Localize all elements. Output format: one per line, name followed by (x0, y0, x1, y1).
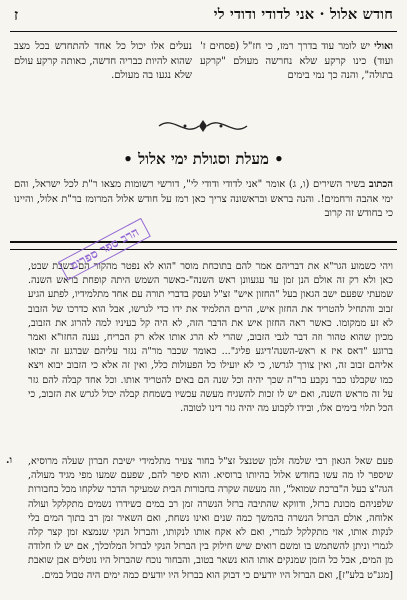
body-paragraph-1: ויהי כשמוע הגר"א את דבריהם אמר להם בתוכחת מוסר "הוא לא נפטר מהקור הם בשבת שבט, כאן ולא רק זה אולם הנן זמן עד עגעוונן ראש השנה"-כאשר השמש היתה קופחת בראש השנה. שמעתי שפעם ישב הגאון בעל "החזון איש" זצ"ל ועסק בדברי תורה עם אחד מתלמידיו, לפתע הגיע זבוב והתחיל להטריד את החזון איש, הרים התלמיד את ידו כדי לגרשו, אבל הוא כדרכו של הזבוב לא זע ממקומו. כאשר ראה החזון איש את הדבר הזה, לא היה קל בעיניו למה להרוג את הזבוב, מכיון שהוא טהור וזה דבר לגבי הזבוב, שהרי לא הרג אותו אלא רק הבריח, נענה החזו"א ואמר ברוגע "דאס איז א ראש-השנה'דיגע פליג"... כאומר שכבר מר"ה נגזר עליהם שברגע זה יבואו אליהם זבוב זה, ואין צורך לגרשו, כי לא יועילו כל הפעולות כלל, ואין זה אלא כי הזבוב יבוא ויצא כמו שקבלנו כבר נקבע בר"ה שכך יהיה וכל שנה הם באים להטריד אותו. וכל אחד קבלה להם גזר על זה מראש השנה, ואם יש לו זכות להשגיח מעשה עכשיו בשמחת קבלה יכול לגרש את הזבוב, כי הכל תלוי בימים אלו, ובידו לקבוע מה יהיה גזר דינו לטובה. (28, 261, 393, 415)
flourish-ornament-icon (155, 113, 251, 139)
header-rule (10, 31, 397, 32)
running-head: חודש אלול · אני לדודי ודודי לי (213, 6, 393, 23)
intro-text: בשיר השירים (ו, ג) אומר "אני לדודי ודודי לי", דורשי רשומות מצאו ר"ת לכל ישראל, והם ימי אהבה ורחמים!. והנה בראש ובראשונה צריך כאן רמז על חודש אלול המרומז בר"ת אלול, והיינו כי בחודש זה קרוב (14, 179, 393, 219)
note-number: ו. (6, 455, 13, 466)
page-number: ז (14, 6, 19, 24)
ownership-stamp: הרב ספר ספרים (58, 218, 151, 281)
section-heading: • מעלת וסגולת ימי אלול • (123, 150, 284, 168)
intro-lead-word: הכתוב (368, 179, 393, 190)
top-left-column: נעלים אלו יכול כל אחד להתחדש בכל מצב שהוא להיות כבריה חדשה, כאותה קרקע עולם שלא נגעו בה מעולם. (14, 41, 192, 81)
page-header (12, 6, 393, 28)
section-divider (10, 241, 397, 250)
section-intro (14, 178, 393, 222)
lead-word: ואולי (374, 41, 393, 52)
top-right-column (200, 40, 393, 84)
top-right-text: יש לומר עוד בדרך רמז, כי חז"ל (פסחים ז' ועוד) כינו קרקע שלא נחרשה מעולם "קרקע בתולה", והנה כך נמי בימים (200, 41, 393, 81)
top-columns (14, 40, 393, 112)
body-paragraph-2: פעם שאל הגאון רבי שלמה זלמן שטנצל זצ"ל בחור צעיר מתלמידי ישיבת חברון שעלה מרוסיא, שיספר לו מה עשו בחודש אלול בהיותו ברוסיא. והוא סיפר להם, שפעם שמעו מפי מגיד מעולה, הגה"צ בעל ה"ברכת שמואל", וזה מעשה שקרה בחבורות הבית שמעיקר הדבר שלקחו מכל בחבורות שלפניהם מכונת ברזל, ודווקא שהתיבה ברזל הנשרה זמן רב במים כשידרו נשמים מתקלקל ועולה אלוחה, אולם הברזל הנשרה בהמשך כמה שנים ואינו נשחת, ואם השאיר זמן רב בתוך המים בלי לנקות אותו, אזי מתקלקל לגמרי, ואם לא אקח אותו לנקותו, והברזל הנקי שנמצא זמן קצר קלה לגמרי וניתן להשתמש בו ומשם רואים שיש חילוק בין הברזל הנקי לברזל המלוכלך, אם יש לו חלודה מן המים, אבל כל הזמן שמנקים אותו הוא נשאר בטוב, והבחור נוכח שהברזל היו נוטלים אבן שואבת [מגנ"ט בלע"ז], ואם הברזל היו יודעים כי דבוק הוא בברזל היו יודעים כמה ימים היה טבול במים. (28, 456, 393, 581)
